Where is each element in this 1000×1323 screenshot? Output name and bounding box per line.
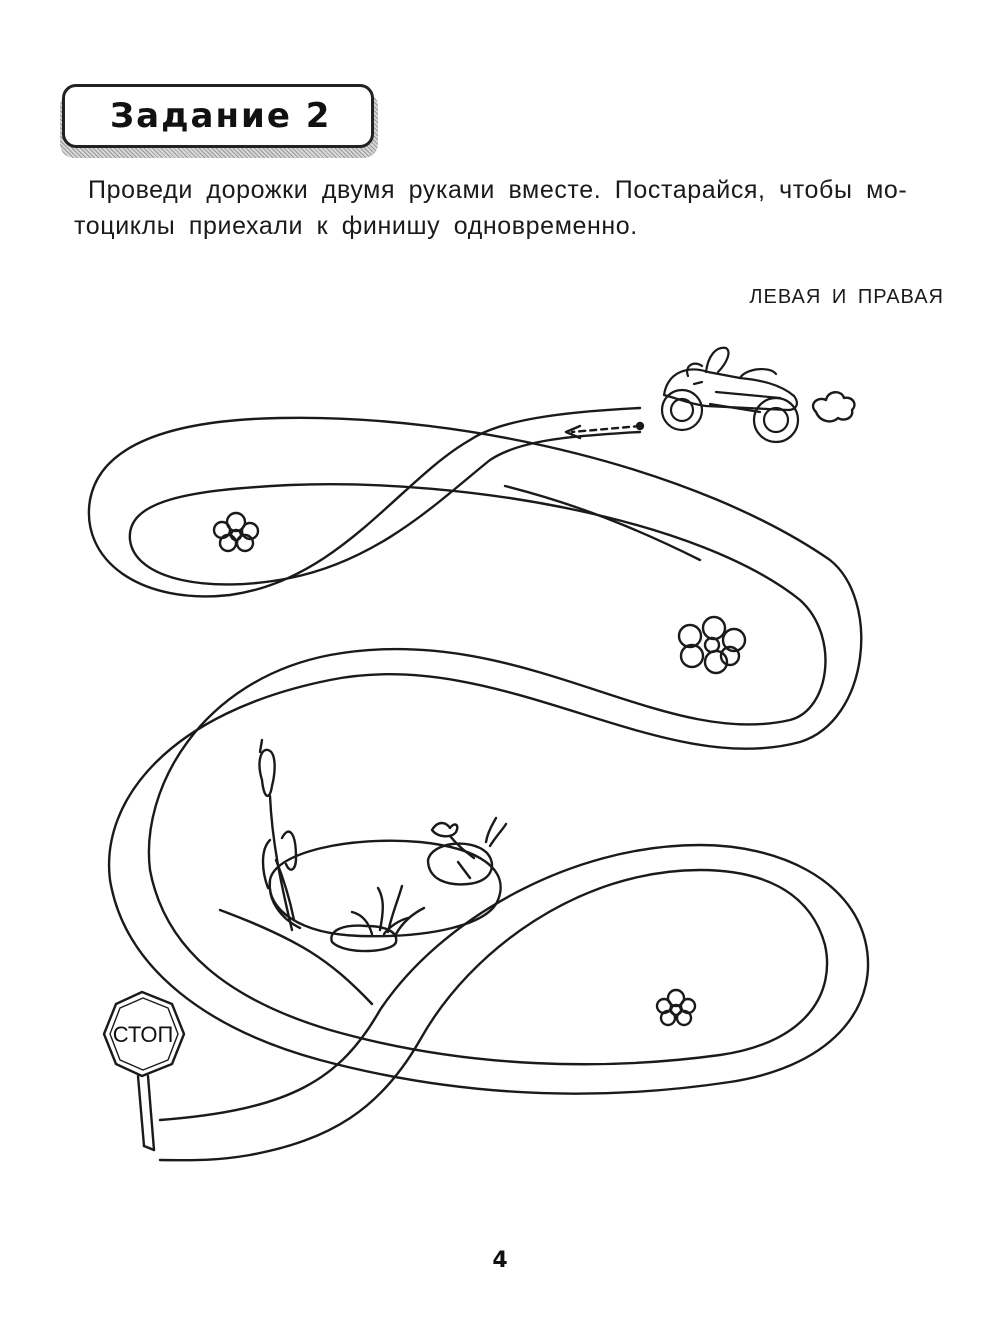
flower-icon <box>214 513 258 551</box>
track-inner-edge[interactable] <box>130 432 827 1160</box>
track-outer-edge[interactable] <box>89 408 868 1120</box>
track-crossing-upper <box>505 486 700 560</box>
pond-icon <box>270 818 506 951</box>
exercise-subtitle: ЛЕВАЯ И ПРАВАЯ <box>749 286 944 308</box>
direction-arrow-icon <box>566 423 643 438</box>
exhaust-cloud-icon <box>813 392 854 421</box>
page-number: 4 <box>492 1248 508 1273</box>
stop-sign-icon <box>104 992 184 1150</box>
stop-sign-label: СТОП <box>112 1022 174 1047</box>
instruction-line-2: тоциклы приехали к финишу одновременно. <box>74 212 638 240</box>
track-crossing-lower <box>220 910 372 1004</box>
cattail-icon <box>260 740 296 930</box>
flower-icon <box>657 990 695 1025</box>
instruction-line-1: Проведи дорожки двумя руками вместе. Постарайся, чтобы мо- <box>88 176 908 204</box>
motorcycle-icon <box>662 348 798 442</box>
flower-icon <box>679 617 745 673</box>
task-title: Задание 2 <box>110 96 332 136</box>
